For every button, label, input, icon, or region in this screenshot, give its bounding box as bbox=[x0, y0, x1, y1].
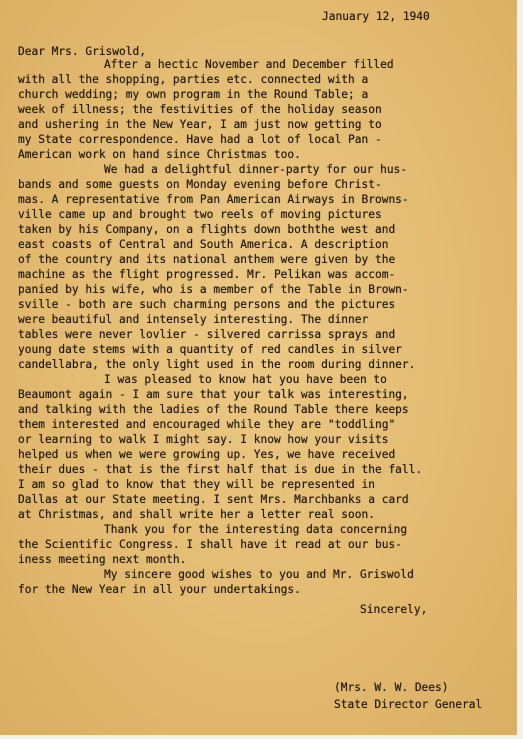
page-edge-bottom bbox=[0, 735, 523, 739]
body-line: sville - both are such charming persons and the pictures bbox=[18, 298, 396, 311]
body-line: American work on hand since Christmas too. bbox=[18, 148, 301, 161]
body-line: for the New Year in all your undertakings. bbox=[18, 583, 301, 596]
body-line: and ushering in the New Year, I am just now getting to bbox=[18, 118, 382, 131]
body-line: week of illness; the festivities of the holiday season bbox=[18, 103, 382, 116]
signature-title: State Director General bbox=[334, 698, 483, 711]
body-line: I am so glad to know that they will be represented in bbox=[18, 478, 375, 491]
body-line: iness meeting next month. bbox=[18, 553, 187, 566]
body-line: east coasts of Central and South America. A description bbox=[18, 238, 389, 251]
body-line: church wedding; my own program in the Round Table; a bbox=[18, 88, 369, 101]
body-line: young date stems with a quantity of red candles in silver bbox=[18, 343, 402, 356]
page-edge-right bbox=[517, 0, 523, 739]
body-line: Beaumont again - I am sure that your talk was interesting, bbox=[18, 388, 409, 401]
body-line: with all the shopping, parties etc. connected with a bbox=[18, 73, 369, 86]
salutation: Dear Mrs. Griswold, bbox=[18, 45, 146, 58]
body-line: My sincere good wishes to you and Mr. Griswold bbox=[104, 568, 414, 581]
body-line: helped us when we were growing up. Yes, we have received bbox=[18, 448, 396, 461]
body-line: at Christmas, and shall write her a letter real soon. bbox=[18, 508, 375, 521]
body-line: candellabra, the only light used in the room during dinner. bbox=[18, 358, 416, 371]
body-line: of the country and its national anthem were given by the bbox=[18, 253, 396, 266]
body-line: the Scientific Congress. I shall have it read at our bus- bbox=[18, 538, 402, 551]
body-line: were beautiful and intensely interesting. The dinner bbox=[18, 313, 369, 326]
body-line: and talking with the ladies of the Round Table there keeps bbox=[18, 403, 409, 416]
signature-name: (Mrs. W. W. Dees) bbox=[334, 681, 449, 694]
body-line: Dallas at our State meeting. I sent Mrs. Marchbanks a card bbox=[18, 493, 409, 506]
closing: Sincerely, bbox=[360, 603, 428, 616]
body-line: or learning to walk I might say. I know how your visits bbox=[18, 433, 389, 446]
body-line: them interested and encouraged while they are "toddling" bbox=[18, 418, 396, 431]
body-line: We had a delightful dinner-party for our hus- bbox=[104, 163, 408, 176]
body-line: my State correspondence. Have had a lot of local Pan - bbox=[18, 133, 382, 146]
body-line: tables were never lovlier - silvered carrissa sprays and bbox=[18, 328, 396, 341]
letter-date: January 12, 1940 bbox=[322, 10, 430, 23]
body-line: I was pleased to know hat you have been to bbox=[104, 373, 387, 386]
body-line: mas. A representative from Pan American Airways in Browns- bbox=[18, 193, 409, 206]
body-line: After a hectic November and December filled bbox=[104, 58, 394, 71]
body-line: their dues - that is the first half that is due in the fall. bbox=[18, 463, 423, 476]
body-line: ville came up and brought two reels of moving pictures bbox=[18, 208, 382, 221]
body-line: Thank you for the interesting data concerning bbox=[104, 523, 408, 536]
body-line: machine as the flight progressed. Mr. Pelikan was accom- bbox=[18, 268, 396, 281]
body-line: taken by his Company, on a flights down boththe west and bbox=[18, 223, 396, 236]
body-line: bands and some guests on Monday evening before Christ- bbox=[18, 178, 382, 191]
body-line: panied by his wife, who is a member of the Table in Brown- bbox=[18, 283, 409, 296]
